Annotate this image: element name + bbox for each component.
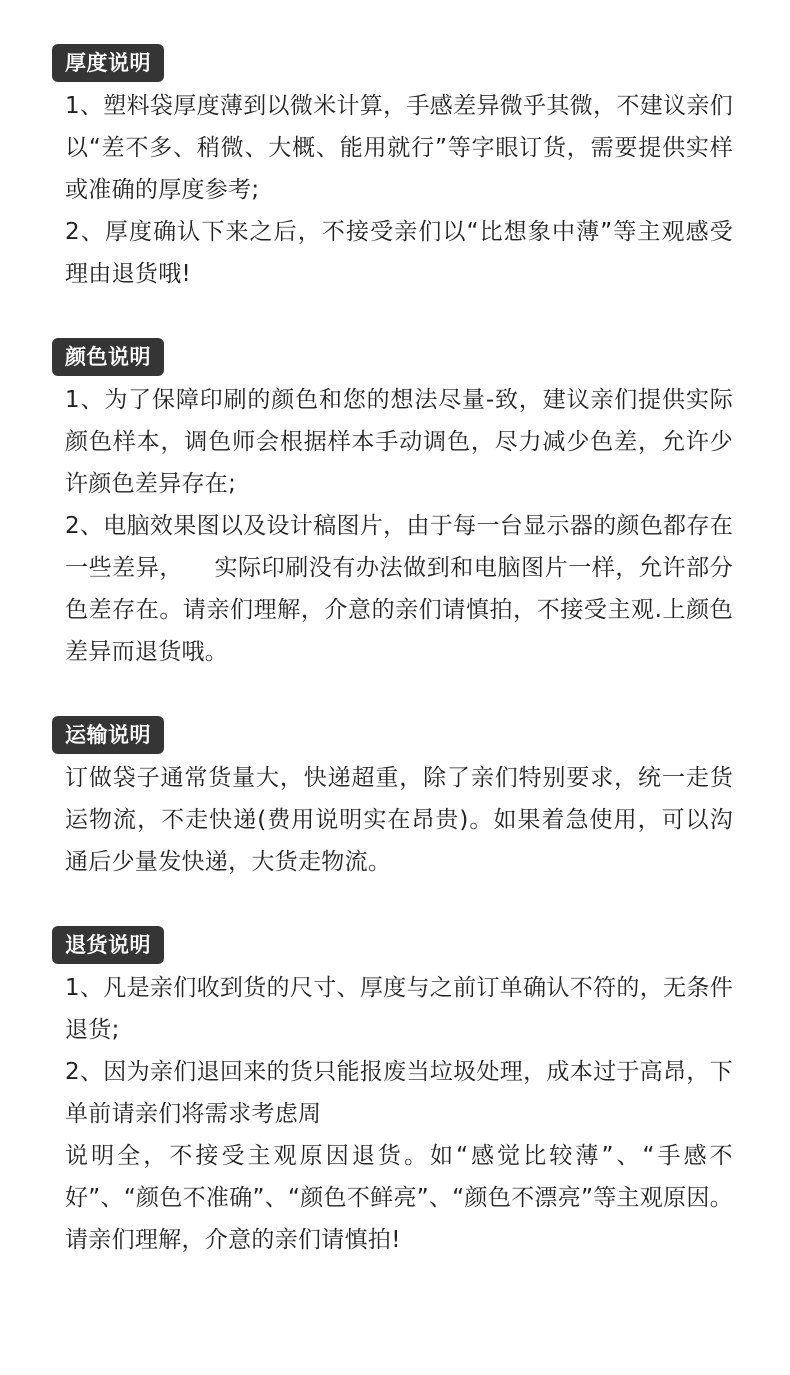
section-title-badge: 运输说明 — [52, 716, 164, 754]
section-paragraph: 说明全，不接受主观原因退货。如“感觉比较薄”、“手感不好”、“颜色不准确”、“颜色不鲜亮”、“颜色不漂亮”等主观原因。请亲们理解，介意的亲们请慎拍! — [65, 1143, 734, 1253]
section-paragraph: 2、电脑效果图以及设计稿图片，由于每一台显示器的颜色都存在一些差异， 实际印刷没有办法做到和电脑图片一样，允许部分色差存在。请亲们理解，介意的亲们请慎拍，不接受主观.上颜色差异而退货哦。 — [65, 513, 733, 665]
section-paragraph: 1、为了保障印刷的颜色和您的想法尽量-致，建议亲们提供实际颜色样本，调色师会根据样本手动调色，尽力减少色差，允许少许颜色差异存在; — [65, 387, 733, 497]
section-title-badge: 厚度说明 — [52, 44, 164, 82]
section-title-badge: 颜色说明 — [52, 338, 164, 376]
section-title-badge: 退货说明 — [52, 926, 164, 964]
section-paragraph: 订做袋子通常货量大，快递超重，除了亲们特别要求，统一走货运物流，不走快递(费用说明实在昂贵)。如果着急使用，可以沟通后少量发快递，大货走物流。 — [65, 765, 733, 875]
section-paragraph: 2、因为亲们退回来的货只能报废当垃圾处理，成本过于高昂，下单前请亲们将需求考虑周 — [65, 1059, 733, 1127]
section-paragraph: 1、塑料袋厚度薄到以微米计算，手感差异微乎其微，不建议亲们以“差不多、稍微、大概、能用就行”等字眼订货，需要提供实样或准确的厚度参考; — [65, 93, 733, 203]
section-paragraph: 1、凡是亲们收到货的尺寸、厚度与之前订单确认不符的，无条件退货; — [65, 975, 733, 1043]
section-paragraph: 2、厚度确认下来之后，不接受亲们以“比想象中薄”等主观感受理由退货哦! — [65, 219, 733, 287]
